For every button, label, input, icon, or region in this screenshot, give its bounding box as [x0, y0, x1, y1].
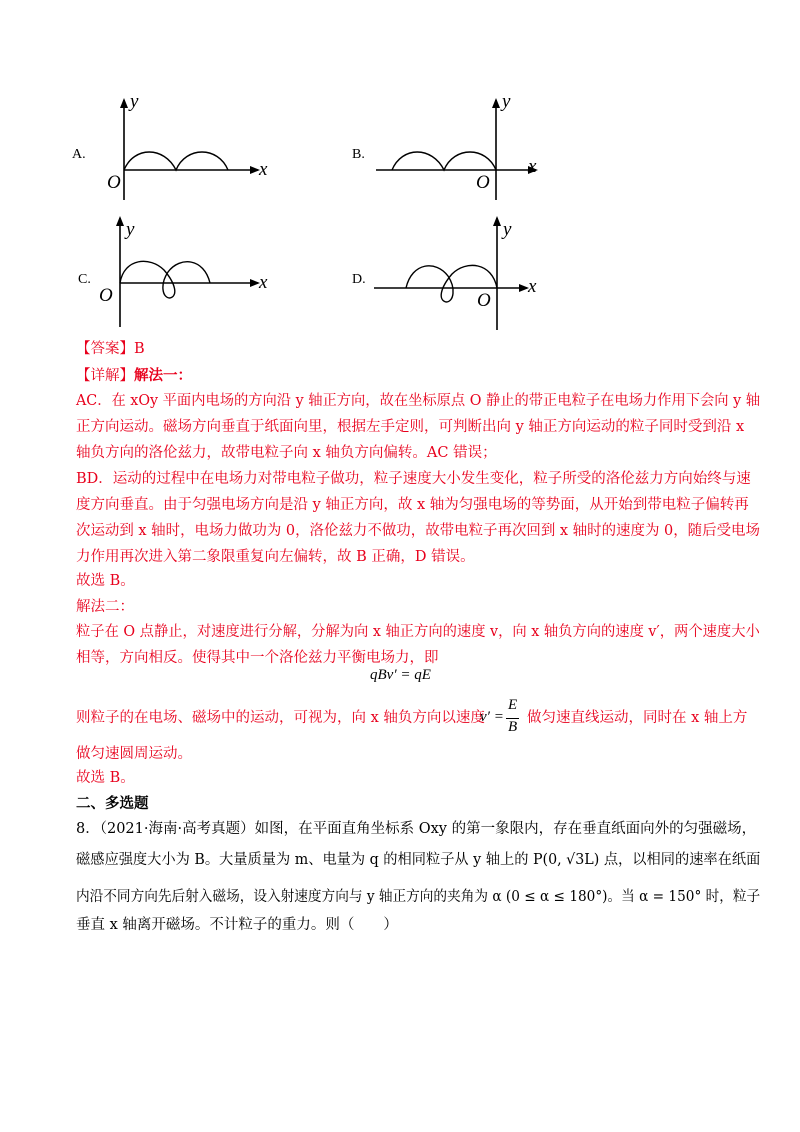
option-a-letter: A.	[72, 147, 86, 162]
option-d-letter: D.	[352, 272, 366, 287]
option-c-figure	[78, 218, 268, 327]
option-a-y-label: y	[130, 91, 139, 112]
detail-tag: 【详解】	[76, 368, 134, 384]
option-d-x-label: x	[528, 276, 537, 297]
detail-line-fraction-before: 则粒子的在电场、磁场中的运动，可视为，向 x 轴负方向以速度	[76, 710, 485, 726]
option-b-origin: O	[476, 172, 490, 193]
fraction-denominator: B	[508, 719, 518, 735]
option-a-origin: O	[107, 172, 121, 193]
answer-line	[76, 339, 145, 359]
option-d-origin: O	[477, 290, 491, 311]
option-d-figure	[352, 218, 537, 330]
question-line-4: 垂直 x 轴离开磁场。不计粒子的重力。则（ ）	[76, 917, 398, 933]
detail-line-11: 相等，方向相反。使得其中一个洛伦兹力平衡电场力，即	[76, 650, 439, 666]
option-b-figure	[352, 91, 537, 200]
option-b-letter: B.	[352, 147, 365, 162]
question-line-1: 8．（2021·海南·高考真题）如图，在平面直角坐标系 Oxy 的第一象限内，存在垂直纸面向外的匀强磁场，	[76, 821, 757, 837]
detail-line-6: 次运动到 x 轴时，电场力做功为 0，洛伦兹力不做功，故带电粒子再次回到 x 轴时的速度为 0，随后受电场	[76, 523, 760, 539]
option-c-y-label: y	[126, 219, 135, 240]
fraction-lhs: v′ =	[480, 709, 504, 725]
detail-line-3: 轴负方向的洛伦兹力，故带电粒子向 x 轴负方向偏转。AC 错误；	[76, 445, 497, 461]
option-c-letter: C.	[78, 272, 91, 287]
detail-line-2: 正方向运动。磁场方向垂直于纸面向里，根据左手定则，可判断出向 y 轴正方向运动的粒子同时受到沿 x	[76, 419, 745, 435]
section-title: 二、多选题	[76, 795, 149, 812]
detail-line-4: BD．运动的过程中在电场力对带电粒子做功，粒子速度大小发生变化，粒子所受的洛伦兹力方向始终与速	[76, 471, 751, 487]
detail-line-10: 粒子在 O 点静止，对速度进行分解，分解为向 x 轴正方向的速度 v，向 x 轴负方向的速度 v′，两个速度大小	[76, 624, 760, 640]
question-line-2: 磁感应强度大小为 B。大量质量为 m、电量为 q 的相同粒子从 y 轴上的 P(0, √3L) 点，以相同的速率在纸面	[76, 852, 761, 868]
detail-line-9: 解法二：	[76, 599, 134, 615]
question-line-3: 内沿不同方向先后射入磁场，设入射速度方向与 y 轴正方向的夹角为 α (0 ≤ α ≤ 180°)。当 α = 150° 时，粒子	[76, 889, 761, 905]
answer-value: B	[134, 341, 145, 357]
option-c-trajectory	[120, 261, 210, 298]
detail-line-5: 度方向垂直。由于匀强电场方向是沿 y 轴正方向，故 x 轴为匀强电场的等势面，从开始到带电粒子偏转再	[76, 497, 749, 513]
option-b-trajectory	[392, 152, 496, 170]
option-a-trajectory	[124, 152, 228, 170]
option-b-x-label: x	[528, 156, 537, 177]
option-c-origin: O	[99, 285, 113, 306]
option-figures	[0, 90, 800, 340]
detail-line-8: 故选 B。	[76, 573, 135, 589]
velocity-fraction	[480, 697, 520, 741]
option-c-x-label: x	[259, 272, 268, 293]
option-b-y-label: y	[502, 91, 511, 112]
option-a-x-label: x	[259, 159, 268, 180]
detail-line-fraction-after: 做匀速直线运动，同时在 x 轴上方	[527, 710, 748, 726]
method-one-label: 解法一：	[134, 367, 192, 384]
detail-line-7: 力作用再次进入第二象限重复向左偏转，故 B 正确，D 错误。	[76, 549, 475, 565]
option-d-y-label: y	[503, 219, 512, 240]
force-balance-equation: qBv′ = qE	[370, 667, 431, 683]
option-a-figure	[72, 91, 268, 200]
detail-heading	[76, 366, 192, 386]
detail-line-13: 故选 B。	[76, 770, 135, 786]
detail-line-12: 做匀速圆周运动。	[76, 746, 192, 762]
detail-line-1: AC．在 xOy 平面内电场的方向沿 y 轴正方向，故在坐标原点 O 静止的带正电粒子在电场力作用下会向 y 轴	[76, 393, 760, 409]
answer-tag: 【答案】	[76, 341, 134, 357]
fraction-numerator: E	[508, 697, 518, 713]
